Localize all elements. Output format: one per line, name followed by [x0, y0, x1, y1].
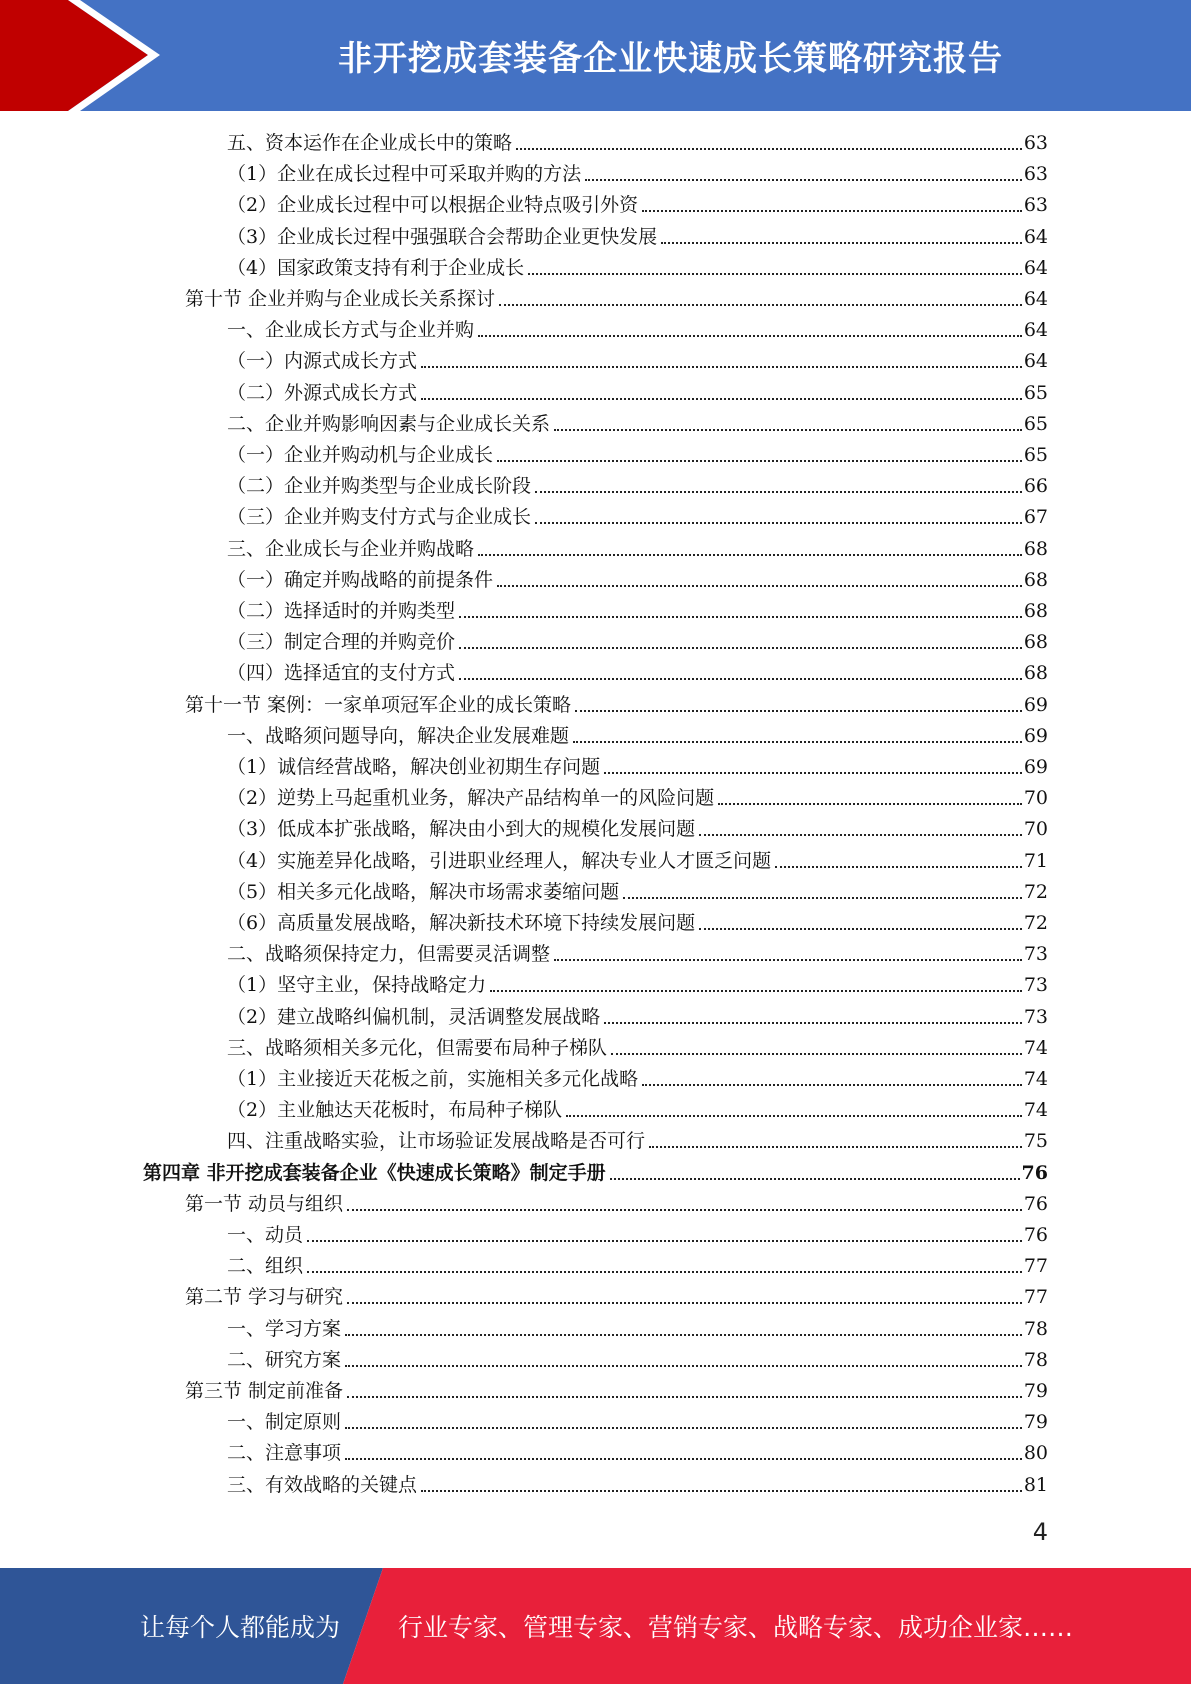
toc-entry-title: 三、有效战略的关键点: [227, 1473, 418, 1496]
toc-leader-dots: [699, 928, 1022, 930]
toc-entry-title: （2）企业成长过程中可以根据企业特点吸引外资: [227, 194, 639, 217]
toc-leader-dots: [345, 1334, 1022, 1336]
toc-entry-page: 70: [1023, 787, 1048, 810]
toc-entry-page: 63: [1023, 163, 1048, 186]
toc-entry[interactable]: [227, 1345, 1048, 1375]
toc-entry[interactable]: [227, 783, 1048, 813]
toc-entry-title: （2）逆势上马起重机业务，解决产品结构单一的风险问题: [227, 787, 715, 810]
toc-entry-title: （四）选择适宜的支付方式: [227, 662, 456, 685]
toc-entry[interactable]: [227, 128, 1048, 158]
toc-entry-title: 第二节 学习与研究: [185, 1286, 344, 1309]
toc-leader-dots: [347, 1396, 1022, 1398]
toc-entry-title: 四、注重战略实验，让市场验证发展战略是否可行: [227, 1130, 646, 1153]
toc-entry[interactable]: [227, 346, 1048, 376]
toc-entry-page: 66: [1023, 475, 1048, 498]
toc-leader-dots: [459, 616, 1022, 618]
toc-entry-page: 76: [1023, 1224, 1048, 1246]
toc-entry-page: 72: [1023, 912, 1048, 934]
page-header: [0, 0, 1191, 111]
toc-leader-dots: [554, 429, 1022, 431]
toc-entry[interactable]: [227, 440, 1048, 470]
toc-entry[interactable]: [227, 658, 1048, 688]
toc-entry-title: 第四章 非开挖成套装备企业《快速成长策略》制定手册: [143, 1161, 606, 1184]
toc-entry-title: （一）企业并购动机与企业成长: [227, 444, 494, 466]
toc-entry[interactable]: [185, 1282, 1048, 1312]
toc-leader-dots: [497, 585, 1022, 587]
toc-entry-page: 64: [1023, 256, 1048, 279]
toc-entry[interactable]: [227, 222, 1048, 252]
toc-leader-dots: [345, 1458, 1022, 1460]
toc-entry[interactable]: [227, 1033, 1048, 1063]
toc-leader-dots: [775, 866, 1022, 868]
toc-entry[interactable]: [227, 1470, 1048, 1500]
toc-leader-dots: [642, 210, 1022, 212]
toc-entry-title: 五、资本运作在企业成长中的策略: [227, 132, 513, 154]
toc-entry[interactable]: [227, 970, 1048, 1000]
toc-entry-title: （3）企业成长过程中强强联合会帮助企业更快发展: [227, 225, 658, 248]
toc-entry-page: 78: [1023, 1348, 1048, 1371]
toc-entry-page: 69: [1023, 693, 1048, 716]
toc-entry-page: 65: [1023, 412, 1048, 435]
toc-entry-title: 第十节 企业并购与企业成长关系探讨: [185, 288, 496, 310]
toc-leader-dots: [345, 1427, 1022, 1429]
toc-entry-title: 一、企业成长方式与企业并购: [227, 319, 475, 342]
toc-entry[interactable]: [185, 690, 1048, 720]
toc-entry-page: 68: [1023, 662, 1048, 685]
toc-entry[interactable]: [227, 596, 1048, 626]
toc-entry[interactable]: [227, 471, 1048, 501]
toc-leader-dots: [307, 1271, 1022, 1273]
toc-entry-title: （一）内源式成长方式: [227, 350, 418, 373]
toc-entry-title: （2）主业触达天花板时，布局种子梯队: [227, 1099, 563, 1122]
toc-leader-dots: [307, 1240, 1022, 1242]
footer-slogan-right: 行业专家、管理专家、营销专家、战略专家、成功企业家……: [398, 1613, 1074, 1642]
toc-entry-page: 63: [1023, 132, 1048, 154]
toc-entry[interactable]: [227, 846, 1048, 876]
toc-entry-title: （1）企业在成长过程中可采取并购的方法: [227, 163, 582, 186]
toc-leader-dots: [642, 1084, 1022, 1086]
toc-entry[interactable]: [227, 908, 1048, 938]
toc-entry[interactable]: [227, 253, 1048, 283]
toc-entry-page: 76: [1023, 1192, 1048, 1215]
toc-entry-page: 78: [1023, 1317, 1048, 1340]
toc-entry-page: 64: [1023, 288, 1048, 310]
toc-entry[interactable]: [185, 284, 1048, 314]
toc-entry-page: 76: [1021, 1161, 1048, 1184]
toc-leader-dots: [421, 366, 1022, 368]
toc-leader-dots: [554, 959, 1022, 961]
toc-entry-title: 一、战略须问题导向，解决企业发展难题: [227, 724, 570, 747]
toc-entry-page: 64: [1023, 350, 1048, 373]
toc-leader-dots: [610, 1178, 1020, 1180]
toc-entry[interactable]: [227, 565, 1048, 595]
toc-leader-dots: [478, 335, 1022, 337]
toc-entry-title: 一、动员: [227, 1224, 304, 1246]
toc-entry[interactable]: [227, 1314, 1048, 1344]
toc-entry[interactable]: [227, 409, 1048, 439]
toc-entry-page: 77: [1023, 1286, 1048, 1309]
toc-entry-page: 70: [1023, 818, 1048, 841]
toc-entry-page: 74: [1023, 1036, 1048, 1059]
toc-entry-page: 73: [1023, 1005, 1048, 1028]
toc-leader-dots: [535, 491, 1022, 493]
toc-leader-dots: [459, 647, 1022, 649]
toc-entry[interactable]: [227, 315, 1048, 345]
toc-entry[interactable]: [227, 1407, 1048, 1437]
toc-entry[interactable]: [227, 721, 1048, 751]
toc-entry-title: （1）诚信经营战略，解决创业初期生存问题: [227, 756, 601, 778]
toc-entry[interactable]: [227, 1438, 1048, 1468]
toc-entry-page: 81: [1023, 1473, 1048, 1496]
toc-leader-dots: [516, 148, 1022, 150]
toc-entry-title: （4）实施差异化战略，引进职业经理人，解决专业人才匮乏问题: [227, 849, 772, 872]
toc-leader-dots: [421, 398, 1022, 400]
toc-entry[interactable]: [227, 752, 1048, 782]
toc-entry-title: 二、企业并购影响因素与企业成长关系: [227, 412, 551, 435]
toc-entry-title: （4）国家政策支持有利于企业成长: [227, 256, 525, 279]
toc-entry[interactable]: [227, 939, 1048, 969]
toc-entry-title: 二、注意事项: [227, 1442, 342, 1465]
toc-entry-page: 63: [1023, 194, 1048, 217]
toc-entry-title: （2）建立战略纠偏机制，灵活调整发展战略: [227, 1005, 601, 1028]
toc-entry-title: 一、制定原则: [227, 1411, 342, 1434]
toc-entry-title: 第一节 动员与组织: [185, 1192, 344, 1215]
toc-leader-dots: [699, 834, 1022, 836]
toc-entry[interactable]: [227, 814, 1048, 844]
toc-entry[interactable]: [227, 627, 1048, 657]
toc-entry-page: 79: [1023, 1380, 1048, 1402]
page-footer: [0, 1568, 1191, 1684]
toc-entry-title: 第十一节 案例：一家单项冠军企业的成长策略: [185, 693, 572, 716]
toc-entry[interactable]: [227, 877, 1048, 907]
toc-entry-title: 二、战略须保持定力，但需要灵活调整: [227, 943, 551, 966]
toc-entry-page: 68: [1023, 537, 1048, 560]
toc-leader-dots: [573, 741, 1022, 743]
toc-leader-dots: [459, 678, 1022, 680]
toc-leader-dots: [623, 897, 1022, 899]
toc-entry-title: （二）企业并购类型与企业成长阶段: [227, 475, 532, 498]
toc-entry[interactable]: [185, 1189, 1048, 1219]
toc-entry-page: 75: [1023, 1130, 1048, 1153]
toc-entry-title: （三）企业并购支付方式与企业成长: [227, 506, 532, 529]
toc-entry[interactable]: [185, 1376, 1048, 1406]
toc-leader-dots: [661, 242, 1022, 244]
toc-entry-page: 65: [1023, 381, 1048, 404]
toc-entry-page: 77: [1023, 1255, 1048, 1278]
toc-leader-dots: [604, 1022, 1022, 1024]
toc-leader-dots: [490, 990, 1022, 992]
toc-entry-page: 68: [1023, 600, 1048, 622]
toc-entry-page: 74: [1023, 1099, 1048, 1122]
toc-entry-page: 73: [1023, 943, 1048, 966]
toc-leader-dots: [585, 179, 1022, 181]
toc-entry-page: 80: [1023, 1442, 1048, 1465]
footer-slogan-left: 让每个人都能成为: [140, 1613, 341, 1642]
page-number: 4: [1032, 1518, 1048, 1546]
toc-entry-title: （5）相关多元化战略，解决市场需求萎缩问题: [227, 880, 620, 903]
toc-leader-dots: [345, 1365, 1022, 1367]
toc-leader-dots: [575, 710, 1022, 712]
toc-entry-page: 71: [1023, 849, 1048, 872]
toc-entry-page: 68: [1023, 631, 1048, 654]
toc-entry-title: （3）低成本扩张战略，解决由小到大的规模化发展问题: [227, 818, 696, 841]
toc-entry-page: 67: [1023, 506, 1048, 529]
toc-leader-dots: [347, 1209, 1022, 1211]
toc-entry[interactable]: [227, 1220, 1048, 1250]
toc-leader-dots: [497, 460, 1022, 462]
toc-entry[interactable]: [143, 1158, 1048, 1188]
toc-entry[interactable]: [227, 534, 1048, 564]
toc-entry-title: 三、企业成长与企业并购战略: [227, 537, 475, 560]
toc-entry-title: （三）制定合理的并购竞价: [227, 631, 456, 654]
toc-leader-dots: [718, 803, 1022, 805]
toc-entry-page: 74: [1023, 1068, 1048, 1090]
toc-leader-dots: [478, 554, 1022, 556]
toc-leader-dots: [566, 1115, 1022, 1117]
toc-entry-title: （1）坚守主业，保持战略定力: [227, 974, 487, 997]
toc-entry[interactable]: [227, 190, 1048, 220]
toc-entry-title: （一）确定并购战略的前提条件: [227, 568, 494, 591]
toc-entry[interactable]: [227, 1002, 1048, 1032]
toc-leader-dots: [528, 273, 1022, 275]
toc-entry[interactable]: [227, 1095, 1048, 1125]
toc-entry-title: 二、研究方案: [227, 1348, 342, 1371]
toc-entry[interactable]: [227, 502, 1048, 532]
toc-leader-dots: [604, 772, 1022, 774]
toc-leader-dots: [421, 1490, 1022, 1492]
toc-entry-title: 二、组织: [227, 1255, 304, 1278]
toc-leader-dots: [535, 522, 1022, 524]
toc-entry-title: （1）主业接近天花板之前，实施相关多元化战略: [227, 1068, 639, 1090]
toc-entry[interactable]: [227, 1126, 1048, 1156]
toc-leader-dots: [499, 304, 1022, 306]
toc-entry-title: （二）外源式成长方式: [227, 381, 418, 404]
toc-entry-page: 69: [1023, 756, 1048, 778]
toc-leader-dots: [611, 1053, 1022, 1055]
toc-entry-page: 72: [1023, 880, 1048, 903]
toc-entry-title: 三、战略须相关多元化，但需要布局种子梯队: [227, 1036, 608, 1059]
toc-entry-title: （二）选择适时的并购类型: [227, 600, 456, 622]
toc-entry[interactable]: [227, 1251, 1048, 1281]
toc-entry-page: 79: [1023, 1411, 1048, 1434]
toc-entry-page: 68: [1023, 568, 1048, 591]
toc-entry-title: 第三节 制定前准备: [185, 1380, 344, 1402]
report-title: 非开挖成套装备企业快速成长策略研究报告: [338, 39, 1003, 79]
toc-entry-page: 73: [1023, 974, 1048, 997]
toc-entry-page: 64: [1023, 225, 1048, 248]
toc-entry[interactable]: [227, 378, 1048, 408]
red-chevron-icon: [0, 0, 160, 111]
toc-entry-title: 一、学习方案: [227, 1317, 342, 1340]
toc-entry-title: （6）高质量发展战略，解决新技术环境下持续发展问题: [227, 912, 696, 934]
toc-leader-dots: [347, 1302, 1022, 1304]
toc-entry-page: 65: [1023, 444, 1048, 466]
toc-entry[interactable]: [227, 159, 1048, 189]
toc-entry-page: 69: [1023, 724, 1048, 747]
toc-entry-page: 64: [1023, 319, 1048, 342]
toc-leader-dots: [649, 1146, 1022, 1148]
toc-entry[interactable]: [227, 1064, 1048, 1094]
